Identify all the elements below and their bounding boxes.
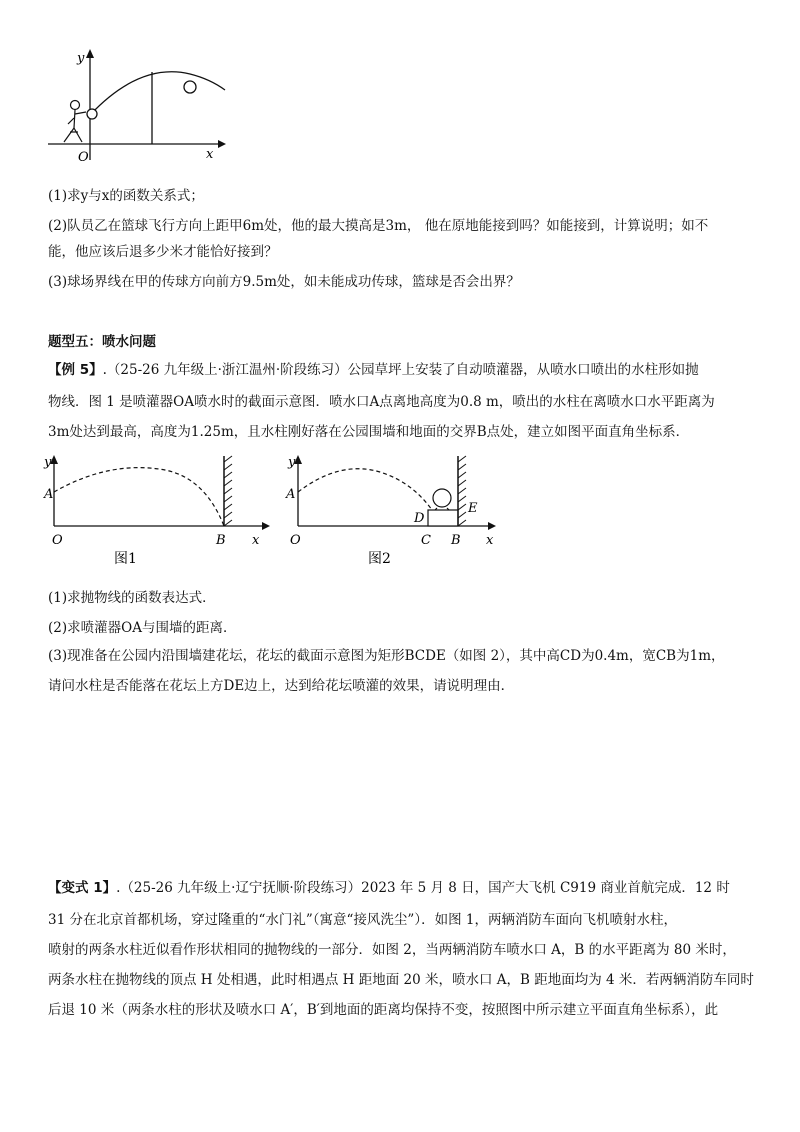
part2-question-3-line-2: 请问水柱是否能落在花坛上方DE边上，达到给花坛喷灌的效果，请说明理由． xyxy=(48,678,515,694)
variant-1-line-3: 喷射的两条水柱近似看作形状相同的抛物线的一部分．如图 2，当两辆消防车喷水口 A，B 的水平距离为 80 米时， xyxy=(48,942,736,958)
fig2-flower-bed xyxy=(428,510,458,526)
figure-1 xyxy=(43,455,270,567)
fig2-b-label: B xyxy=(451,533,461,548)
question-1: (1)求y与x的函数关系式； xyxy=(48,188,204,204)
fig2-o-label: O xyxy=(290,533,301,548)
example-5-line-2: 物线．图 1 是喷灌器OA喷水时的截面示意图．喷水口A点离地高度为0.8 m，喷出的水柱在离喷水口水平距离为 xyxy=(48,394,715,410)
section-title: 题型五：喷水问题 xyxy=(48,334,156,350)
figure-2 xyxy=(285,455,496,567)
part2-question-2: (2)求喷灌器OA与围墙的距离． xyxy=(48,620,237,636)
x-axis-label: x xyxy=(206,147,214,162)
ball-trajectory xyxy=(90,72,225,115)
variant-1-line-4: 两条水柱在抛物线的顶点 H 处相遇，此时相遇点 H 距地面 20 米，喷水口 A，B 距地面均为 4 米．若两辆消防车同时 xyxy=(48,972,754,988)
part2-question-3-line-1: (3)现准备在公园内沿围墙建花坛，花坛的截面示意图为矩形BCDE（如图 2），其中高CD为0.4m，宽CB为1m， xyxy=(48,648,725,664)
y-axis-arrow xyxy=(86,49,94,58)
fig1-wall-hatch xyxy=(224,456,232,526)
part2-question-1: (1)求抛物线的函数表达式． xyxy=(48,590,216,606)
variant-1-tag: 【变式 1】 xyxy=(48,880,117,896)
fig1-y-label: y xyxy=(44,455,52,470)
question-2-line-2: 能，他应该后退多少米才能恰好接到？ xyxy=(48,244,278,260)
fig1-x-label: x xyxy=(252,533,260,548)
fig1-water-parabola xyxy=(54,468,224,526)
player-figure xyxy=(64,101,86,143)
fig1-b-label: B xyxy=(216,533,226,548)
fig2-y-label: y xyxy=(288,455,296,470)
fig1-a-label: A xyxy=(44,487,54,502)
fig2-flower-icon xyxy=(433,489,451,507)
y-axis-label: y xyxy=(77,51,85,66)
fig2-water-parabola xyxy=(298,469,432,510)
fig2-x-label: x xyxy=(486,533,494,548)
example-5-line-3: 3m处达到最高，高度为1.25m，且水柱刚好落在公园围墙和地面的交界B点处，建立如图平面直角坐标系． xyxy=(48,424,690,440)
question-3: (3)球场界线在甲的传球方向前方9.5m处，如未能成功传球，篮球是否会出界？ xyxy=(48,274,520,290)
example-5-line-1 xyxy=(48,360,699,380)
fig2-e-label: E xyxy=(468,501,478,516)
fig2-wall-hatch xyxy=(458,456,466,526)
x-axis-arrow xyxy=(218,140,226,148)
fig2-d-label: D xyxy=(414,511,425,526)
fig2-x-arrow xyxy=(488,522,496,530)
fig2-caption: 图2 xyxy=(368,551,391,567)
fig1-x-arrow xyxy=(262,522,270,530)
ball-end xyxy=(184,81,196,93)
variant-1-line-1 xyxy=(48,878,730,898)
question-2-line-1: (2)队员乙在篮球飞行方向上距甲6m处，他的最大摸高是3m， 他在原地能接到吗？如能接到，计算说明；如不 xyxy=(48,218,709,234)
fig2-c-label: C xyxy=(421,533,431,548)
fig1-o-label: O xyxy=(52,533,63,548)
ball-start xyxy=(87,109,97,119)
variant-1-line-2: 31 分在北京首都机场，穿过隆重的“水门礼”（寓意“接风洗尘”）．如图 1，两辆消防车面向飞机喷射水柱， xyxy=(48,912,677,928)
variant-1-text: .（25-26 九年级上·辽宁抚顺·阶段练习）2023 年 5 月 8 日，国产大飞机 C919 商业首航完成．12 时 xyxy=(116,880,730,896)
example-5-tag: 【例 5】 xyxy=(48,362,103,378)
origin-label: O xyxy=(78,150,89,165)
sprinkler-figures xyxy=(40,448,510,573)
basketball-figure xyxy=(40,42,230,167)
fig2-a-label: A xyxy=(286,487,296,502)
fig1-caption: 图1 xyxy=(114,551,137,567)
example-5-text: .（25-26 九年级上·浙江温州·阶段练习）公园草坪上安装了自动喷灌器，从喷水口喷出的水柱形如抛 xyxy=(102,362,699,378)
variant-1-line-5: 后退 10 米（两条水柱的形状及喷水口 A′，B′到地面的距离均保持不变，按照图中所示建立平面直角坐标系），此 xyxy=(48,1002,719,1018)
